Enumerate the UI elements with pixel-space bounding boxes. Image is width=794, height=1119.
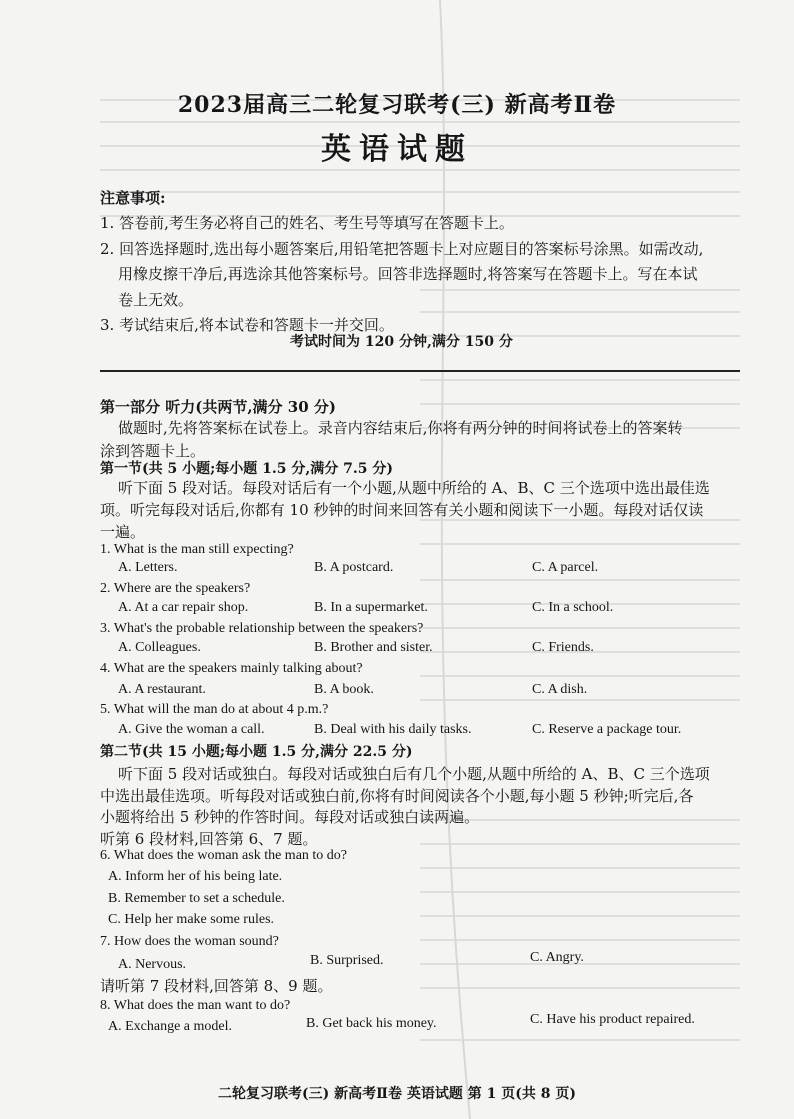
notice-heading: 注意事项: xyxy=(100,189,166,207)
section2-intro-line-1: 听下面 5 段对话或独白。每段对话或独白后有几个小题,从题中所给的 A、B、C 三个选项 xyxy=(118,765,710,783)
question-1-stem: 1. What is the man still expecting? xyxy=(100,542,294,557)
question-2-option-a: A. At a car repair shop. xyxy=(118,600,249,615)
question-8-option-b: B. Get back his money. xyxy=(306,1016,437,1031)
question-2-stem: 2. Where are the speakers? xyxy=(100,581,251,596)
question-3-stem: 3. What's the probable relationship between the speakers? xyxy=(100,621,424,636)
question-7-option-a: A. Nervous. xyxy=(118,957,187,972)
question-4-option-a: A. A restaurant. xyxy=(118,682,206,697)
exam-subject-title: 英语试题 xyxy=(321,132,473,167)
material-7-instruction: 请听第 7 段材料,回答第 8、9 题。 xyxy=(100,977,333,995)
question-8-stem: 8. What does the man want to do? xyxy=(100,998,291,1013)
question-6-option-c: C. Help her make some rules. xyxy=(108,912,275,927)
question-1-option-a: A. Letters. xyxy=(118,560,178,575)
question-3-option-c: C. Friends. xyxy=(532,640,594,655)
question-3-option-a: A. Colleagues. xyxy=(118,640,201,655)
question-5-option-c: C. Reserve a package tour. xyxy=(532,722,682,737)
question-4-option-c: C. A dish. xyxy=(532,682,588,697)
section2-intro-line-2: 中选出最佳选项。听每段对话或独白前,你将有时间阅读各个小题,每小题 5 秒钟;听完后,各 xyxy=(100,787,694,805)
part1-intro-line-1: 做题时,先将答案标在试卷上。录音内容结束后,你将有两分钟的时间将试卷上的答案转 xyxy=(118,419,683,437)
question-7-stem: 7. How does the woman sound? xyxy=(100,934,279,949)
question-4-stem: 4. What are the speakers mainly talking about? xyxy=(100,661,363,676)
notice-item-2-line-1: 2. 回答选择题时,选出每小题答案后,用铅笔把答题卡上对应题目的答案标号涂黑。如需改动, xyxy=(100,240,704,258)
section1-intro-line-2: 项。听完每段对话后,你都有 10 秒钟的时间来回答有关小题和阅读下一小题。每段对话仅读 xyxy=(100,501,704,519)
notice-item-1: 1. 答卷前,考生务必将自己的姓名、考生号等填写在答题卡上。 xyxy=(100,214,514,232)
question-1-option-c: C. A parcel. xyxy=(532,560,599,575)
question-7-option-c: C. Angry. xyxy=(530,950,584,965)
question-3-option-b: B. Brother and sister. xyxy=(314,640,433,655)
question-7-option-b: B. Surprised. xyxy=(310,953,384,968)
question-8-option-c: C. Have his product repaired. xyxy=(530,1012,695,1027)
section1-heading: 第一节(共 5 小题;每小题 1.5 分,满分 7.5 分) xyxy=(100,461,393,477)
notice-item-2-line-2: 用橡皮擦干净后,再选涂其他答案标号。回答非选择题时,将答案写在答题卡上。写在本试 xyxy=(118,265,698,283)
question-2-option-c: C. In a school. xyxy=(532,600,614,615)
question-4-option-b: B. A book. xyxy=(314,682,374,697)
part1-heading: 第一部分 听力(共两节,满分 30 分) xyxy=(100,398,336,416)
notice-item-3: 3. 考试结束后,将本试卷和答题卡一并交回。 xyxy=(100,316,394,334)
question-1-option-b: B. A postcard. xyxy=(314,560,394,575)
exam-time: 考试时间为 120 分钟,满分 150 分 xyxy=(290,334,513,350)
section2-intro-line-3: 小题将给出 5 秒钟的作答时间。每段对话或独白读两遍。 xyxy=(100,808,480,826)
question-5-stem: 5. What will the man do at about 4 p.m.? xyxy=(100,702,329,717)
question-6-option-a: A. Inform her of his being late. xyxy=(108,869,283,884)
material-6-instruction: 听第 6 段材料,回答第 6、7 题。 xyxy=(100,830,318,848)
section1-intro-line-3: 一遍。 xyxy=(100,523,146,541)
section2-heading: 第二节(共 15 小题;每小题 1.5 分,满分 22.5 分) xyxy=(100,744,413,760)
section1-intro-line-1: 听下面 5 段对话。每段对话后有一个小题,从题中所给的 A、B、C 三个选项中选出最佳选 xyxy=(118,479,710,497)
part1-intro-line-2: 涂到答题卡上。 xyxy=(100,442,206,460)
question-8-option-a: A. Exchange a model. xyxy=(108,1019,233,1034)
header-divider xyxy=(100,370,740,372)
question-5-option-b: B. Deal with his daily tasks. xyxy=(314,722,472,737)
question-2-option-b: B. In a supermarket. xyxy=(314,600,428,615)
exam-title: 2023届高三二轮复习联考(三) 新高考Ⅱ卷 xyxy=(177,92,617,118)
question-6-stem: 6. What does the woman ask the man to do? xyxy=(100,848,348,863)
page-footer: 二轮复习联考(三) 新高考Ⅱ卷 英语试题 第 1 页(共 8 页) xyxy=(218,1086,576,1102)
question-5-option-a: A. Give the woman a call. xyxy=(118,722,265,737)
question-6-option-b: B. Remember to set a schedule. xyxy=(108,891,285,906)
notice-item-2-line-3: 卷上无效。 xyxy=(118,291,194,309)
